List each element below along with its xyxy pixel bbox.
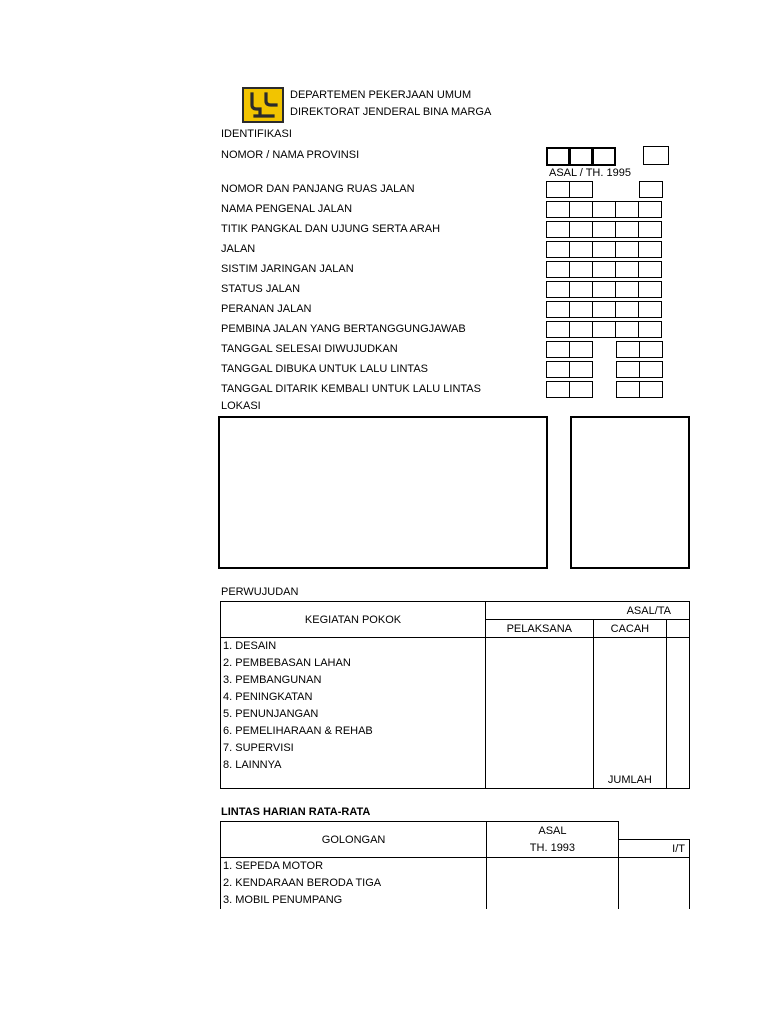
- list-item: 8. LAINNYA: [223, 759, 282, 771]
- provinsi-extra-cell[interactable]: [643, 146, 669, 165]
- label-titik-pangkal: TITIK PANGKAL DAN UJUNG SERTA ARAH: [221, 223, 441, 235]
- header-it: I/T: [618, 840, 689, 858]
- header-asal-ta: ASAL/TA: [486, 602, 690, 620]
- header-cacah: CACAH: [593, 620, 667, 638]
- tanggal-ditarik-cells[interactable]: [546, 381, 662, 398]
- label-jalan: JALAN: [221, 243, 256, 255]
- label-tanggal-selesai: TANGGAL SELESAI DIWUJUDKAN: [221, 343, 398, 355]
- section-identifikasi-title: IDENTIFIKASI: [221, 128, 292, 140]
- list-item: 3. MOBIL PENUMPANG: [223, 894, 343, 906]
- header-department: DEPARTEMEN PEKERJAAN UMUM: [290, 89, 472, 101]
- tanggal-selesai-cells[interactable]: [546, 341, 662, 358]
- list-item: 3. PEMBANGUNAN: [223, 674, 322, 686]
- header-pelaksana: PELAKSANA: [486, 620, 594, 638]
- label-pembina-jalan: PEMBINA JALAN YANG BERTANGGUNGJAWAB: [221, 323, 466, 335]
- list-item: 2. PEMBEBASAN LAHAN: [223, 657, 351, 669]
- kegiatan-list: [221, 638, 486, 789]
- header-th-1993: TH. 1993: [487, 840, 619, 858]
- label-nama-pengenal: NAMA PENGENAL JALAN: [221, 203, 353, 215]
- header-asal: ASAL: [487, 822, 619, 840]
- lokasi-box-right[interactable]: [570, 416, 690, 569]
- jalan-cells[interactable]: [546, 241, 661, 258]
- label-tanggal-dibuka: TANGGAL DIBUKA UNTUK LALU LINTAS: [221, 363, 429, 375]
- label-sistim-jaringan: SISTIM JARINGAN JALAN: [221, 263, 354, 275]
- status-jalan-cells[interactable]: [546, 281, 661, 298]
- list-item: 5. PENUNJANGAN: [223, 708, 319, 720]
- label-provinsi: NOMOR / NAMA PROVINSI: [221, 149, 360, 161]
- titik-pangkal-cells[interactable]: [546, 221, 661, 238]
- header-kegiatan-pokok: KEGIATAN POKOK: [221, 602, 486, 638]
- label-status-jalan: STATUS JALAN: [221, 283, 301, 295]
- section-lhr-title: LINTAS HARIAN RATA-RATA: [221, 806, 371, 818]
- lokasi-box-left[interactable]: [218, 416, 548, 569]
- provinsi-code-cells[interactable]: [546, 147, 615, 166]
- jumlah-label: JUMLAH: [607, 774, 652, 786]
- label-peranan-jalan: PERANAN JALAN: [221, 303, 312, 315]
- section-perwujudan-title: PERWUJUDAN: [221, 586, 299, 598]
- label-tanggal-ditarik: TANGGAL DITARIK KEMBALI UNTUK LALU LINTAS: [221, 383, 481, 395]
- list-item: 1. SEPEDA MOTOR: [223, 860, 324, 872]
- th-1993-cell[interactable]: [487, 858, 619, 910]
- header-golongan: GOLONGAN: [221, 822, 487, 858]
- cacah-cell[interactable]: [593, 638, 667, 789]
- label-ruas-jalan: NOMOR DAN PANJANG RUAS JALAN: [221, 183, 415, 195]
- header-directorate: DIREKTORAT JENDERAL BINA MARGA: [290, 106, 492, 118]
- list-item: 6. PEMELIHARAAN & REHAB: [223, 725, 373, 737]
- ruas-jalan-cells[interactable]: [546, 181, 662, 198]
- pelaksana-cell[interactable]: [486, 638, 594, 789]
- list-item: 2. KENDARAAN BERODA TIGA: [223, 877, 382, 889]
- label-lokasi: LOKASI: [221, 400, 261, 412]
- golongan-list: [221, 858, 487, 910]
- it-cell[interactable]: [618, 858, 689, 910]
- list-item: 4. PENINGKATAN: [223, 691, 313, 703]
- pu-logo-icon: [242, 87, 284, 123]
- perwujudan-table: [220, 601, 690, 789]
- nama-pengenal-cells[interactable]: [546, 201, 661, 218]
- pembina-jalan-cells[interactable]: [546, 321, 661, 338]
- list-item: 7. SUPERVISI: [223, 742, 294, 754]
- peranan-jalan-cells[interactable]: [546, 301, 661, 318]
- lhr-table: [220, 821, 690, 909]
- label-asal-th: ASAL / TH. 1995: [549, 167, 631, 179]
- list-item: 1. DESAIN: [223, 640, 277, 652]
- sistim-jaringan-cells[interactable]: [546, 261, 661, 278]
- tanggal-dibuka-cells[interactable]: [546, 361, 662, 378]
